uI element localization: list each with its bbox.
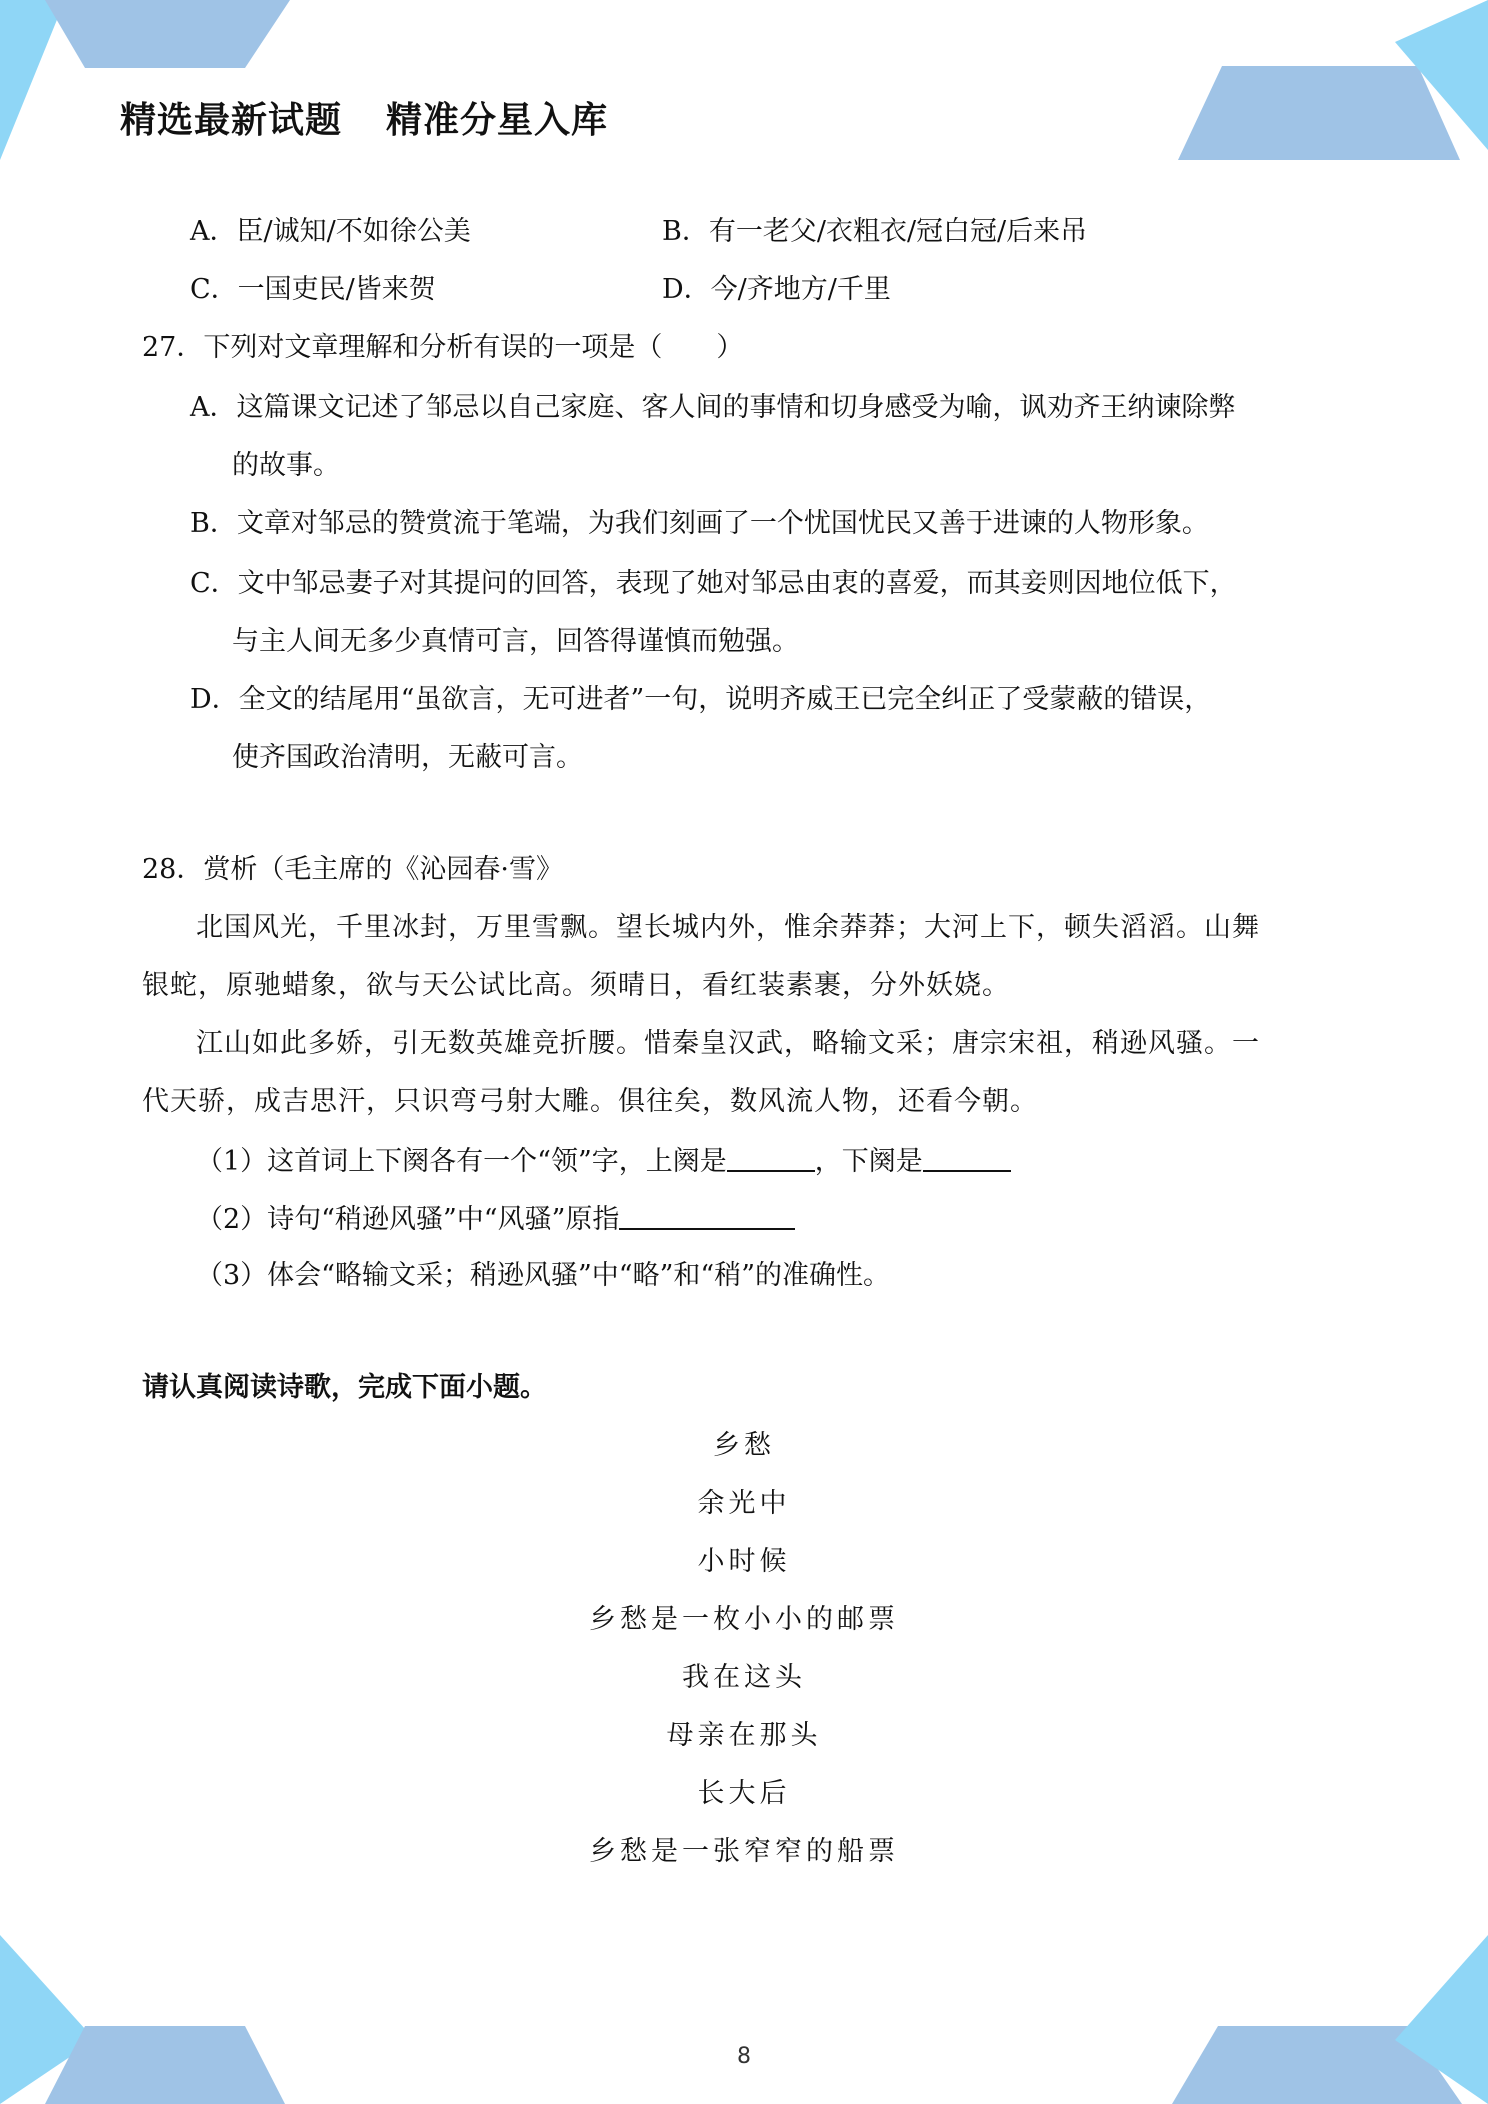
poem-line: 我在这头: [682, 1662, 806, 1693]
q27-stem: 27．下列对文章理解和分析有误的一项是（ ）: [142, 332, 744, 363]
header-title-part2: 精准分星入库: [386, 100, 609, 141]
q28-sub1-text-2: ，下阕是: [814, 1146, 923, 1177]
q28-stem: 28．赏析（毛主席的《沁园春·雪》: [142, 854, 563, 885]
reading-instruction: 请认真阅读诗歌，完成下面小题。: [142, 1372, 547, 1403]
q28-sub-question-3: （3）体会“略输文采；稍逊风骚”中“略”和“稍”的准确性。: [196, 1260, 890, 1291]
answer-blank-3[interactable]: [619, 1200, 795, 1230]
q27-option-d-line2: 使齐国政治清明，无蔽可言。: [232, 742, 583, 773]
poem-paragraph-2-line2: 代天骄，成吉思汗，只识弯弓射大雕。俱往矣，数风流人物，还看今朝。: [142, 1086, 1038, 1117]
top-left-trapezoid: [45, 0, 290, 68]
top-left-triangle: [0, 0, 65, 160]
header-decoration: [0, 0, 1488, 170]
poem-line: 小时候: [697, 1546, 791, 1577]
poem-paragraph-1-line1: 北国风光，千里冰封，万里雪飘。望长城内外，惟余莽莽；大河上下，顿失滔滔。山舞: [196, 912, 1260, 943]
q28-sub-question-1: [196, 1142, 1011, 1180]
poem-author: 余光中: [697, 1488, 791, 1519]
q27-option-a-line1: A．这篇课文记述了邹忌以自己家庭、客人间的事情和切身感受为喻，讽劝齐王纳谏除弊: [190, 392, 1236, 423]
q27-option-d-line1: D．全文的结尾用“虽欲言，无可进者”一句，说明齐威王已完全纠正了受蒙蔽的错误，: [190, 684, 1212, 715]
q28-sub-question-2: [196, 1200, 795, 1238]
poem-paragraph-1-line2: 银蛇，原驰蜡象，欲与天公试比高。须晴日，看红装素裹，分外妖娆。: [142, 970, 1010, 1001]
poem-title: 乡愁: [713, 1430, 775, 1461]
answer-blank-1[interactable]: [727, 1142, 815, 1172]
q27-option-a-line2: 的故事。: [232, 450, 340, 481]
q27-option-c-line1: C．文中邹忌妻子对其提问的回答，表现了她对邹忌由衷的喜爱，而其妾则因地位低下，: [190, 568, 1237, 599]
poem-line: 乡愁是一张窄窄的船票: [589, 1836, 899, 1867]
q27-option-b: B．文章对邹忌的赞赏流于笔端，为我们刻画了一个忧国忧民又善于进谏的人物形象。: [190, 508, 1209, 539]
page-number: 8: [737, 2044, 751, 2069]
q28-sub2-text: （2）诗句“稍逊风骚”中“风骚”原指: [196, 1204, 620, 1235]
q26-option-d: D．今/齐地方/千里: [662, 274, 891, 305]
q26-option-c: C．一国吏民/皆来贺: [190, 274, 436, 305]
top-right-trapezoid: [1178, 66, 1460, 160]
q28-sub1-text-1: （1）这首词上下阕各有一个“领”字，上阕是: [196, 1146, 727, 1177]
q27-option-c-line2: 与主人间无多少真情可言，回答得谨慎而勉强。: [232, 626, 799, 657]
poem-paragraph-2-line1: 江山如此多娇，引无数英雄竞折腰。惜秦皇汉武，略输文采；唐宗宋祖，稍逊风骚。一: [196, 1028, 1260, 1059]
header-title-part1: 精选最新试题: [120, 100, 343, 141]
poem-line: 乡愁是一枚小小的邮票: [589, 1604, 899, 1635]
footer-decoration: [0, 1930, 1488, 2104]
answer-blank-2[interactable]: [923, 1142, 1011, 1172]
q26-option-b: B．有一老父/衣粗衣/冠白冠/后来吊: [662, 216, 1088, 247]
poem-line: 长大后: [697, 1778, 791, 1809]
header-title: [120, 92, 608, 143]
poem-line: 母亲在那头: [666, 1720, 822, 1751]
q26-option-a: A．臣/诚知/不如徐公美: [190, 216, 471, 247]
